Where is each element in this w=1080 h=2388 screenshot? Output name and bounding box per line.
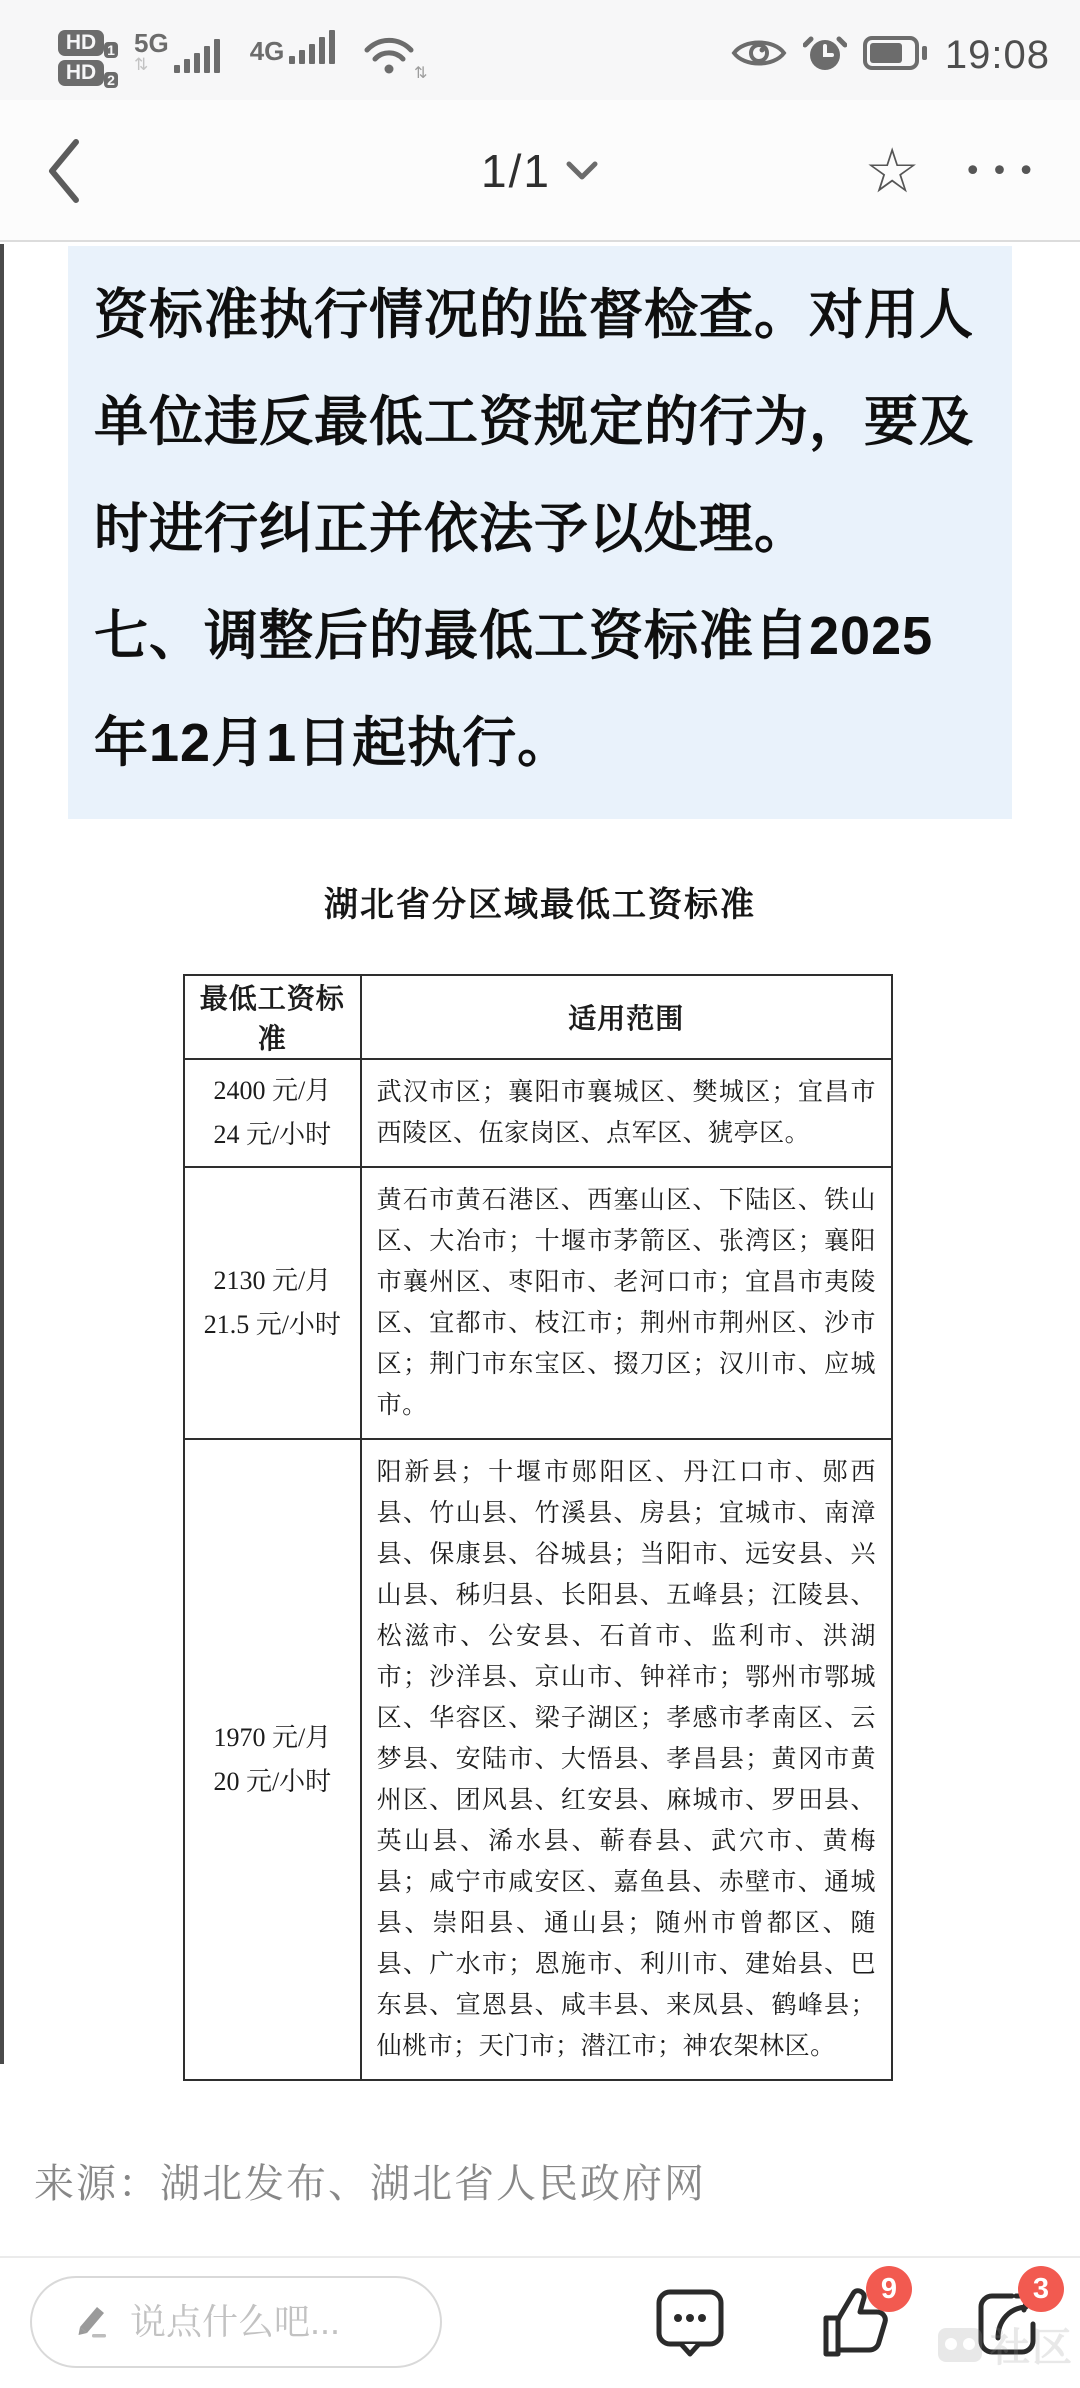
table-row (184, 1059, 892, 1167)
chevron-down-icon (565, 160, 599, 182)
scope-cell: 黄石市黄石港区、西塞山区、下陆区、铁山区、大冶市；十堰市茅箭区、张湾区；襄阳市襄州区、枣阳市、老河口市；宜昌市夷陵区、宜都市、枝江市；荆州市荆州区、沙市区；荆门市东宝区、掇刀区；汉川市、应城市。 (361, 1167, 892, 1439)
status-right-cluster (731, 21, 1050, 80)
standard-hour: 20 元/小时 (213, 1766, 332, 1796)
wage-table (183, 974, 893, 2081)
table-row (184, 1439, 892, 2080)
hd2-index: 2 (104, 72, 118, 88)
scope-cell: 武汉市区；襄阳市襄城区、樊城区；宜昌市西陵区、伍家岗区、点军区、猇亭区。 (361, 1059, 892, 1167)
standard-cell (184, 1167, 361, 1439)
status-bar (0, 0, 1080, 100)
pencil-icon (72, 2300, 112, 2345)
document-viewer (0, 242, 1080, 2256)
nav-actions (864, 100, 1044, 242)
comment-input-pill[interactable] (30, 2276, 442, 2368)
hd2-label: HD (65, 61, 97, 84)
comment-input[interactable] (128, 2300, 412, 2344)
watermark (938, 2316, 1074, 2373)
doc-paragraph: 七、调整后的最低工资标准自2025年12月1日起执行。 (94, 606, 934, 773)
hd1-label: HD (65, 31, 97, 54)
table-title: 湖北省分区域最低工资标准 (324, 887, 756, 924)
column-header-standard: 最低工资标准 (184, 975, 361, 1059)
table-row (184, 1167, 892, 1439)
comments-button[interactable] (655, 2286, 725, 2365)
hd2-icon (58, 60, 115, 88)
data-arrows-icon: ⇅ (134, 55, 149, 74)
network-4g-label: 4G (249, 36, 285, 66)
nav-bar (0, 100, 1080, 242)
more-menu-icon[interactable]: ••• (963, 153, 1044, 189)
standard-hour: 24 元/小时 (213, 1120, 332, 1149)
wifi-arrows-icon: ⇅ (413, 65, 428, 82)
table-header-row (184, 975, 892, 1059)
signal-bars-icon (174, 39, 220, 73)
share-count-badge: 3 (1018, 2266, 1064, 2312)
hd-indicators (58, 30, 115, 88)
status-left-cluster (30, 14, 428, 88)
article-source: 来源：湖北发布、湖北省人民政府网 (34, 2162, 706, 2206)
signal-bars-icon (289, 30, 335, 64)
page-edge-shadow (0, 244, 4, 2064)
network-5g-label: 5G (134, 28, 169, 58)
standard-month: 2130 元/月 (213, 1266, 332, 1295)
standard-month: 2400 元/月 (213, 1076, 332, 1105)
column-header-scope: 适用范围 (361, 975, 892, 1059)
standard-month: 1970 元/月 (213, 1722, 332, 1752)
like-count-badge: 9 (866, 2266, 912, 2312)
scope-cell: 阳新县；十堰市郧阳区、丹江口市、郧西县、竹山县、竹溪县、房县；宜城市、南漳县、保康县、谷城县；当阳市、远安县、兴山县、秭归县、长阳县、五峰县；江陵县、松滋市、公安县、石首市、监利市、洪湖市；沙洋县、京山市、钟祥市；鄂州市鄂城区、华容区、梁子湖区；孝感市孝南区、云梦县、安陆市、大悟县、孝昌县；黄冈市黄州区、团风县、红安县、麻城市、罗田县、英山县、浠水县、蕲春县、武穴市、黄梅县；咸宁市咸安区、嘉鱼县、赤壁市、通城县、崇阳县、通山县；随州市曾都区、随县、广水市；恩施市、利川市、建始县、巴东县、宣恩县、咸丰县、来凤县、鹤峰县；仙桃市；天门市；潜江市；神农架林区。 (361, 1439, 892, 2080)
favorite-star-icon[interactable]: ☆ (864, 134, 920, 207)
watermark-logo-icon (938, 2328, 982, 2362)
wifi-icon (363, 34, 428, 82)
battery-icon (863, 36, 929, 75)
eye-protection-icon (731, 35, 787, 76)
sim2-signal (250, 30, 336, 64)
highlighted-text-block (68, 246, 1012, 819)
standard-cell (184, 1059, 361, 1167)
watermark-text: 社区 (990, 2326, 1074, 2370)
hd1-icon (58, 30, 115, 58)
doc-paragraph: 资标准执行情况的监督检查。对用人单位违反最低工资规定的行为，要及时进行纠正并依法予以处理。 (94, 285, 974, 559)
standard-hour: 21.5 元/小时 (203, 1310, 341, 1339)
page-indicator: 1/1 (481, 145, 551, 197)
standard-cell (184, 1439, 361, 2080)
hd1-index: 1 (104, 42, 118, 58)
alarm-icon (803, 31, 847, 80)
bottom-action-bar (0, 2256, 1080, 2388)
clock-time: 19:08 (944, 32, 1050, 77)
sim1-signal (134, 30, 220, 73)
